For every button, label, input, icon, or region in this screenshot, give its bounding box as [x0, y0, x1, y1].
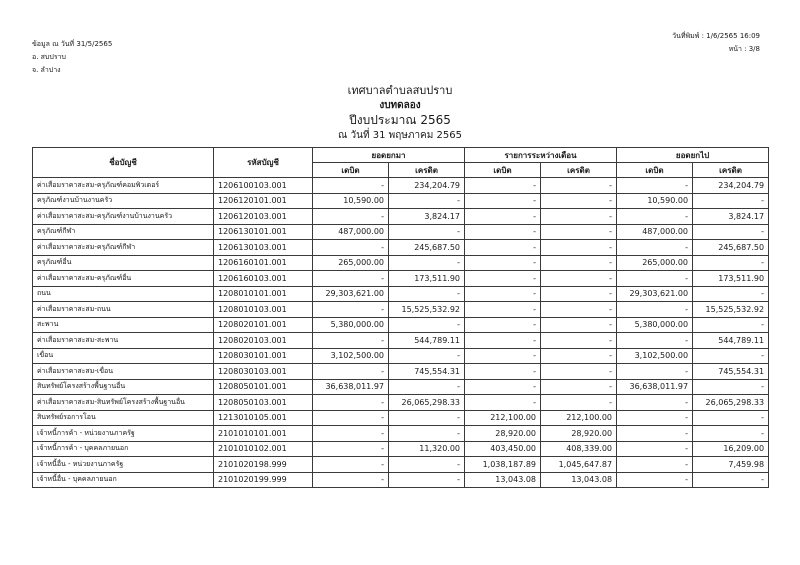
month-credit-cell: -	[541, 364, 617, 380]
bf-debit-cell: -	[313, 333, 389, 349]
account-code-cell: 1208050101.001	[214, 379, 313, 395]
month-credit-cell: -	[541, 255, 617, 271]
table-row	[33, 348, 769, 364]
header-carried-forward: ยอดยกไป	[617, 148, 769, 163]
bf-credit-cell: -	[389, 472, 465, 488]
account-code-cell: 2101010102.001	[214, 441, 313, 457]
month-debit-cell: -	[465, 302, 541, 318]
cf-debit-cell: -	[617, 271, 693, 287]
bf-debit-cell: 265,000.00	[313, 255, 389, 271]
cf-credit-cell: -	[693, 472, 769, 488]
table-row	[33, 457, 769, 473]
month-credit-cell: -	[541, 379, 617, 395]
month-credit-cell: -	[541, 224, 617, 240]
month-debit-cell: -	[465, 271, 541, 287]
account-code-cell: 1213010105.001	[214, 410, 313, 426]
month-debit-cell: 28,920.00	[465, 426, 541, 442]
report-title: งบทดลอง	[379, 100, 421, 111]
month-debit-cell: -	[465, 333, 541, 349]
month-credit-cell: 212,100.00	[541, 410, 617, 426]
month-debit-cell: -	[465, 255, 541, 271]
month-debit-cell: -	[465, 395, 541, 411]
account-code-cell: 2101020198.999	[214, 457, 313, 473]
account-name-cell: เขื่อน	[33, 348, 214, 364]
table-row	[33, 410, 769, 426]
cf-credit-cell: 3,824.17	[693, 209, 769, 225]
table-row	[33, 472, 769, 488]
header-account-code: รหัสบัญชี	[214, 148, 313, 178]
table-row	[33, 364, 769, 380]
account-code-cell: 1206120101.001	[214, 193, 313, 209]
bf-credit-cell: -	[389, 286, 465, 302]
account-name-cell: ค่าเสื่อมราคาสะสม-สะพาน	[33, 333, 214, 349]
cf-debit-cell: -	[617, 457, 693, 473]
account-code-cell: 1208030101.001	[214, 348, 313, 364]
fiscal-year: ปีงบประมาณ 2565	[349, 113, 451, 127]
table-row	[33, 178, 769, 194]
month-debit-cell: 1,038,187.89	[465, 457, 541, 473]
month-credit-cell: -	[541, 271, 617, 287]
report-titles	[0, 83, 800, 143]
bf-credit-cell: 173,511.90	[389, 271, 465, 287]
cf-credit-cell: 245,687.50	[693, 240, 769, 256]
cf-credit-cell: 15,525,532.92	[693, 302, 769, 318]
bf-credit-cell: -	[389, 426, 465, 442]
month-credit-cell: -	[541, 240, 617, 256]
cf-debit-cell: -	[617, 333, 693, 349]
table-header-row-groups	[33, 148, 769, 163]
account-code-cell: 1208020103.001	[214, 333, 313, 349]
bf-credit-cell: 3,824.17	[389, 209, 465, 225]
bf-debit-cell: -	[313, 457, 389, 473]
account-name-cell: ค่าเสื่อมราคาสะสม-ครุภัณฑ์อื่น	[33, 271, 214, 287]
report-as-of-date: ณ วันที่ 31 พฤษภาคม 2565	[338, 130, 462, 141]
table-row	[33, 271, 769, 287]
account-name-cell: เจ้าหนี้อื่น - บุคคลภายนอก	[33, 472, 214, 488]
account-name-cell: เจ้าหนี้การค้า - บุคคลภายนอก	[33, 441, 214, 457]
account-name-cell: ค่าเสื่อมราคาสะสม-ครุภัณฑ์งานบ้านงานครัว	[33, 209, 214, 225]
cf-debit-cell: -	[617, 426, 693, 442]
bf-credit-cell: 745,554.31	[389, 364, 465, 380]
month-debit-cell: -	[465, 224, 541, 240]
cf-debit-cell: -	[617, 395, 693, 411]
month-credit-cell: 28,920.00	[541, 426, 617, 442]
printed-timestamp: วันที่พิมพ์ : 1/6/2565 16:09	[672, 32, 760, 40]
cf-credit-cell: -	[693, 379, 769, 395]
month-credit-cell: 408,339.00	[541, 441, 617, 457]
cf-debit-cell: -	[617, 240, 693, 256]
table-row	[33, 441, 769, 457]
month-debit-cell: -	[465, 240, 541, 256]
page-number: หน้า : 3/8	[728, 45, 760, 53]
cf-credit-cell: 234,204.79	[693, 178, 769, 194]
month-credit-cell: -	[541, 286, 617, 302]
table-row	[33, 255, 769, 271]
cf-debit-cell: -	[617, 209, 693, 225]
cf-credit-cell: -	[693, 426, 769, 442]
month-debit-cell: -	[465, 317, 541, 333]
table-row	[33, 224, 769, 240]
bf-debit-cell: 487,000.00	[313, 224, 389, 240]
cf-debit-cell: 3,102,500.00	[617, 348, 693, 364]
header-monthly-transactions: รายการระหว่างเดือน	[465, 148, 617, 163]
header-account-name: ชื่อบัญชี	[33, 148, 214, 178]
bf-credit-cell: 544,789.11	[389, 333, 465, 349]
account-code-cell: 1208010101.001	[214, 286, 313, 302]
month-credit-cell: -	[541, 302, 617, 318]
bf-credit-cell: -	[389, 457, 465, 473]
cf-credit-cell: 26,065,298.33	[693, 395, 769, 411]
account-name-cell: ครุภัณฑ์งานบ้านงานครัว	[33, 193, 214, 209]
month-debit-cell: -	[465, 193, 541, 209]
header-credit: เครดิต	[541, 163, 617, 178]
account-name-cell: สินทรัพย์โครงสร้างพื้นฐานอื่น	[33, 379, 214, 395]
month-debit-cell: -	[465, 379, 541, 395]
account-name-cell: สะพาน	[33, 317, 214, 333]
account-name-cell: ค่าเสื่อมราคาสะสม-ถนน	[33, 302, 214, 318]
account-code-cell: 1208030103.001	[214, 364, 313, 380]
bf-debit-cell: -	[313, 178, 389, 194]
cf-debit-cell: 265,000.00	[617, 255, 693, 271]
month-credit-cell: -	[541, 193, 617, 209]
month-debit-cell: -	[465, 364, 541, 380]
bf-debit-cell: -	[313, 426, 389, 442]
cf-debit-cell: 36,638,011.97	[617, 379, 693, 395]
month-debit-cell: 403,450.00	[465, 441, 541, 457]
cf-credit-cell: 745,554.31	[693, 364, 769, 380]
month-credit-cell: -	[541, 209, 617, 225]
month-debit-cell: -	[465, 178, 541, 194]
bf-debit-cell: -	[313, 441, 389, 457]
month-credit-cell: -	[541, 333, 617, 349]
data-as-of-date: ข้อมูล ณ วันที่ 31/5/2565	[32, 40, 113, 48]
bf-credit-cell: -	[389, 193, 465, 209]
bf-credit-cell: 15,525,532.92	[389, 302, 465, 318]
account-name-cell: ค่าเสื่อมราคาสะสม-ครุภัณฑ์กีฬา	[33, 240, 214, 256]
table-body	[33, 178, 769, 488]
table-row	[33, 240, 769, 256]
cf-credit-cell: -	[693, 348, 769, 364]
month-debit-cell: 13,043.08	[465, 472, 541, 488]
province-name: จ. ลำปาง	[32, 66, 61, 74]
month-credit-cell: -	[541, 348, 617, 364]
organization-name: เทศบาลตำบลสบปราบ	[347, 84, 453, 97]
table-row	[33, 333, 769, 349]
bf-credit-cell: 234,204.79	[389, 178, 465, 194]
account-code-cell: 1208020101.001	[214, 317, 313, 333]
bf-debit-cell: 10,590.00	[313, 193, 389, 209]
bf-credit-cell: 26,065,298.33	[389, 395, 465, 411]
bf-debit-cell: 36,638,011.97	[313, 379, 389, 395]
header-credit: เครดิต	[389, 163, 465, 178]
cf-credit-cell: -	[693, 193, 769, 209]
trial-balance-table	[32, 147, 769, 488]
table-row	[33, 426, 769, 442]
bf-debit-cell: -	[313, 209, 389, 225]
account-name-cell: ค่าเสื่อมราคาสะสม-เขื่อน	[33, 364, 214, 380]
cf-debit-cell: 487,000.00	[617, 224, 693, 240]
month-debit-cell: 212,100.00	[465, 410, 541, 426]
month-credit-cell: 1,045,647.87	[541, 457, 617, 473]
month-debit-cell: -	[465, 348, 541, 364]
cf-credit-cell: 7,459.98	[693, 457, 769, 473]
table-row	[33, 286, 769, 302]
month-debit-cell: -	[465, 286, 541, 302]
bf-debit-cell: -	[313, 395, 389, 411]
table-row	[33, 193, 769, 209]
account-code-cell: 1206120103.001	[214, 209, 313, 225]
header-debit: เดบิต	[313, 163, 389, 178]
bf-debit-cell: 29,303,621.00	[313, 286, 389, 302]
month-credit-cell: -	[541, 395, 617, 411]
bf-debit-cell: -	[313, 302, 389, 318]
account-code-cell: 1206130101.001	[214, 224, 313, 240]
cf-credit-cell: -	[693, 286, 769, 302]
account-code-cell: 2101020199.999	[214, 472, 313, 488]
month-debit-cell: -	[465, 209, 541, 225]
bf-credit-cell: -	[389, 255, 465, 271]
cf-debit-cell: -	[617, 472, 693, 488]
account-name-cell: ถนน	[33, 286, 214, 302]
cf-debit-cell: -	[617, 441, 693, 457]
cf-credit-cell: 544,789.11	[693, 333, 769, 349]
cf-credit-cell: -	[693, 224, 769, 240]
bf-credit-cell: -	[389, 348, 465, 364]
month-credit-cell: 13,043.08	[541, 472, 617, 488]
account-name-cell: สินทรัพย์รอการโอน	[33, 410, 214, 426]
bf-debit-cell: -	[313, 472, 389, 488]
cf-debit-cell: 5,380,000.00	[617, 317, 693, 333]
cf-debit-cell: -	[617, 364, 693, 380]
account-code-cell: 1208010103.001	[214, 302, 313, 318]
cf-debit-cell: 10,590.00	[617, 193, 693, 209]
account-code-cell: 1208050103.001	[214, 395, 313, 411]
cf-credit-cell: 173,511.90	[693, 271, 769, 287]
account-code-cell: 1206160101.001	[214, 255, 313, 271]
office-name: อ. สบปราบ	[32, 53, 66, 61]
header-debit: เดบิต	[465, 163, 541, 178]
header-debit: เดบิต	[617, 163, 693, 178]
table-row	[33, 317, 769, 333]
bf-credit-cell: 11,320.00	[389, 441, 465, 457]
bf-debit-cell: -	[313, 240, 389, 256]
cf-debit-cell: -	[617, 410, 693, 426]
account-code-cell: 1206100103.001	[214, 178, 313, 194]
bf-credit-cell: 245,687.50	[389, 240, 465, 256]
cf-credit-cell: -	[693, 410, 769, 426]
table-row	[33, 395, 769, 411]
cf-credit-cell: -	[693, 255, 769, 271]
account-code-cell: 1206130103.001	[214, 240, 313, 256]
cf-debit-cell: -	[617, 302, 693, 318]
header-credit: เครดิต	[693, 163, 769, 178]
header-brought-forward: ยอดยกมา	[313, 148, 465, 163]
report-meta-left	[32, 38, 112, 77]
bf-debit-cell: -	[313, 271, 389, 287]
table-row	[33, 379, 769, 395]
account-code-cell: 1206160103.001	[214, 271, 313, 287]
table-row	[33, 302, 769, 318]
account-code-cell: 2101010101.001	[214, 426, 313, 442]
bf-debit-cell: 5,380,000.00	[313, 317, 389, 333]
bf-credit-cell: -	[389, 224, 465, 240]
table-row	[33, 209, 769, 225]
month-credit-cell: -	[541, 178, 617, 194]
account-name-cell: เจ้าหนี้การค้า - หน่วยงานภาครัฐ	[33, 426, 214, 442]
month-credit-cell: -	[541, 317, 617, 333]
cf-credit-cell: -	[693, 317, 769, 333]
bf-debit-cell: -	[313, 364, 389, 380]
bf-credit-cell: -	[389, 317, 465, 333]
cf-credit-cell: 16,209.00	[693, 441, 769, 457]
account-name-cell: ค่าเสื่อมราคาสะสม-ครุภัณฑ์คอมพิวเตอร์	[33, 178, 214, 194]
account-name-cell: เจ้าหนี้อื่น - หน่วยงานภาครัฐ	[33, 457, 214, 473]
account-name-cell: ค่าเสื่อมราคาสะสม-สินทรัพย์โครงสร้างพื้นฐานอื่น	[33, 395, 214, 411]
account-name-cell: ครุภัณฑ์กีฬา	[33, 224, 214, 240]
bf-debit-cell: 3,102,500.00	[313, 348, 389, 364]
account-name-cell: ครุภัณฑ์อื่น	[33, 255, 214, 271]
bf-credit-cell: -	[389, 379, 465, 395]
bf-debit-cell: -	[313, 410, 389, 426]
cf-debit-cell: -	[617, 178, 693, 194]
cf-debit-cell: 29,303,621.00	[617, 286, 693, 302]
bf-credit-cell: -	[389, 410, 465, 426]
report-meta-right	[672, 30, 760, 56]
